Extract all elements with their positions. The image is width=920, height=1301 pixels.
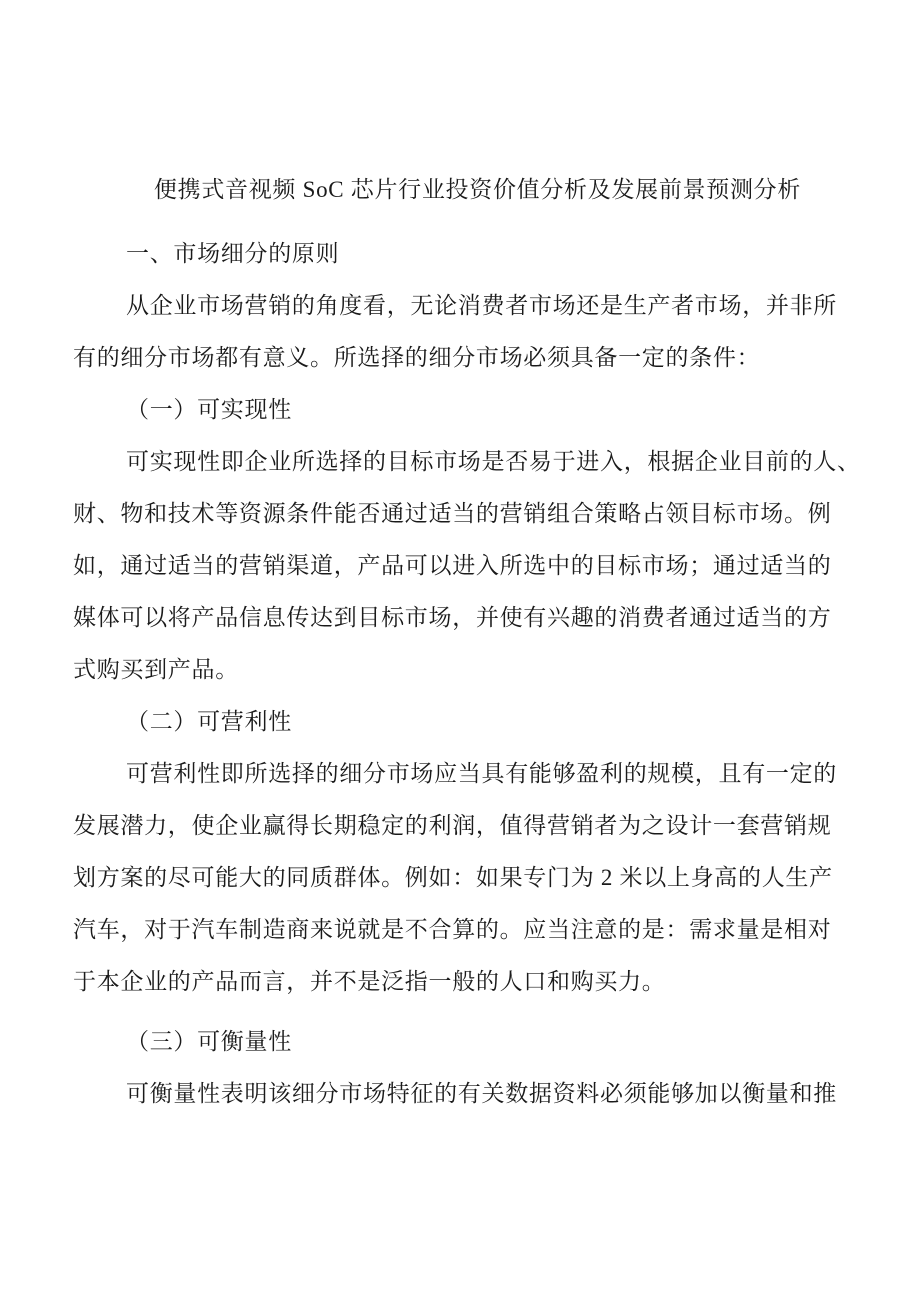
paragraph-line: 可营利性即所选择的细分市场应当具有能够盈利的规模，且有一定的	[126, 761, 837, 786]
paragraph-line: 可衡量性表明该细分市场特征的有关数据资料必须能够加以衡量和推	[126, 1081, 837, 1106]
paragraph-line: 汽车，对于汽车制造商来说就是不合算的。应当注意的是：需求量是相对	[73, 917, 832, 942]
paragraph-line: 如，通过适当的营销渠道，产品可以进入所选中的目标市场；通过适当的	[73, 553, 832, 578]
paragraph-line: 从企业市场营销的角度看，无论消费者市场还是生产者市场，并非所	[126, 293, 837, 318]
paragraph-line: 可实现性即企业所选择的目标市场是否易于进入，根据企业目前的人、	[126, 449, 861, 474]
subsection-heading-3: （三）可衡量性	[126, 1029, 292, 1054]
paragraph-line: 媒体可以将产品信息传达到目标市场，并使有兴趣的消费者通过适当的方	[73, 605, 832, 630]
paragraph-line: 有的细分市场都有意义。所选择的细分市场必须具备一定的条件：	[73, 345, 761, 370]
paragraph-line: 发展潜力，使企业赢得长期稳定的利润，值得营销者为之设计一套营销规	[73, 813, 832, 838]
document-title: 便携式音视频 SoC 芯片行业投资价值分析及发展前景预测分析	[153, 177, 802, 202]
subsection-heading-2: （二）可营利性	[126, 709, 292, 734]
paragraph-line: 财、物和技术等资源条件能否通过适当的营销组合策略占领目标市场。例	[73, 501, 832, 526]
paragraph-line: 划方案的尽可能大的同质群体。例如：如果专门为 2 米以上身高的人生产	[73, 865, 833, 890]
paragraph-line: 于本企业的产品而言，并不是泛指一般的人口和购买力。	[73, 969, 666, 994]
subsection-heading-1: （一）可实现性	[126, 397, 292, 422]
paragraph-line: 式购买到产品。	[73, 657, 239, 682]
section-heading: 一、市场细分的原则	[126, 241, 340, 266]
